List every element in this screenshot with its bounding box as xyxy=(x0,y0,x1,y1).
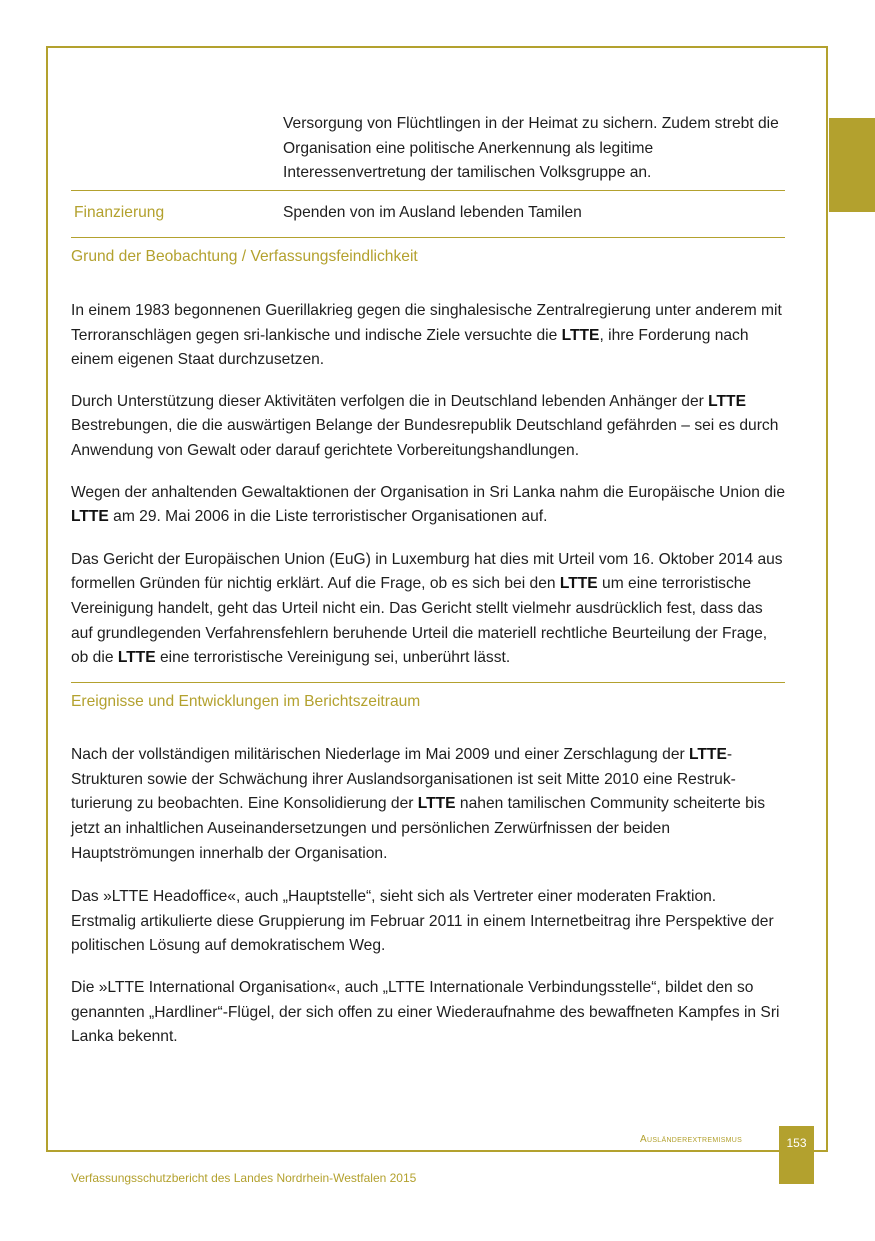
divider xyxy=(71,190,785,191)
divider xyxy=(71,682,785,683)
table-row-finanzierung xyxy=(71,201,785,226)
table-label-empty xyxy=(71,112,281,186)
paragraph: Das Gericht der Europäischen Union (EuG) in Luxemburg hat dies mit Urteil vom 16. Oktober 2014 aus formellen Gründen für nichtig erklärt. Auf die Frage, ob es sich bei den LTTE um eine terroristische Vereinigung handelt, geht das Urteil nicht ein. Das Gericht stellt vielmehr ausdrücklich fest, dass das auf grundlegenden Verfahrensfehlern beruhende Urteil die materiell rechtliche Beurteilung der Frage, ob die LTTE eine terroristische Vereinigung sei, unberührt lässt. xyxy=(71,550,783,667)
table-row-continuation xyxy=(71,112,785,186)
table-value-finanzierung: Spenden von im Ausland lebenden Tamilen xyxy=(283,203,582,221)
page-content xyxy=(71,112,785,1050)
page-number: 153 xyxy=(779,1126,814,1184)
paragraph: In einem 1983 begonnenen Guerillakrieg gegen die singhalesische Zentralregierung unter anderem mit Terroranschlägen gegen sri-lankische und indische Ziele versuchte die LTTE, ihre Forderung nach einem eigenen Staat durchzusetzen. xyxy=(71,301,782,369)
section-heading-grund: Grund der Beobachtung / Verfassungsfeindlichkeit xyxy=(71,248,418,266)
divider xyxy=(71,237,785,238)
paragraph: Wegen der anhaltenden Gewaltaktionen der Organisation in Sri Lanka nahm die Europäische Union die LTTE am 29. Mai 2006 in die Liste terroristischer Organisationen auf. xyxy=(71,483,786,526)
section-heading-ereignisse: Ereignisse und Entwicklungen im Berichtszeitraum xyxy=(71,692,421,710)
footer-publication-title: Verfassungsschutzbericht des Landes Nordrhein-Westfalen 2015 xyxy=(71,1171,417,1185)
paragraph: Nach der vollständigen militärischen Niederlage im Mai 2009 und einer Zerschlagung der LTTE-Strukturen sowie der Schwächung ihrer Auslandsorganisationen ist seit Mitte 2010 eine Restrukturierung zu beobachten. Eine Konsolidierung der LTTE nahen tamilischen Community scheiterte bis jetzt an inhaltlichen Auseinandersetzungen und persönlichen Zerwürfnissen der beiden Hauptströmungen innerhalb der Organisation. xyxy=(71,746,766,862)
side-tab-marker xyxy=(829,118,875,212)
paragraph: Das »LTTE Headoffice«, auch „Hauptstelle“, sieht sich als Vertreter einer moderaten Fraktion. Erstmalig artikulierte diese Gruppierung im Februar 2011 in einem Internetbeitrag ihre Perspektive der politischen Lösung auf demokratischem Weg. xyxy=(71,888,774,955)
footer-section-label: Ausländerextremismus xyxy=(640,1134,743,1145)
paragraph: Durch Unterstützung dieser Aktivitäten verfolgen die in Deutschland lebenden Anhänger der LTTE Bestrebungen, die die auswärtigen Belange der Bundesrepublik Deutschland gefährden – sei es durch Anwendung von Gewalt oder darauf gerichtete Vorbereitungshandlungen. xyxy=(71,392,779,459)
table-label-finanzierung: Finanzierung xyxy=(74,203,165,221)
table-value-continuation: Versorgung von Flüchtlingen in der Heimat zu sichern. Zudem strebt die Organisation eine politische Anerkennung als legitime Interessenvertretung der tamilischen Volksgruppe an. xyxy=(283,115,779,182)
paragraph: Die »LTTE International Organisation«, auch „LTTE Internationale Verbindungsstelle“, bildet den so genannten „Hardliner“-Flügel, der sich offen zu einer Wiederaufnahme des bewaffneten Kampfes in Sri Lanka bekennt. xyxy=(71,979,780,1046)
